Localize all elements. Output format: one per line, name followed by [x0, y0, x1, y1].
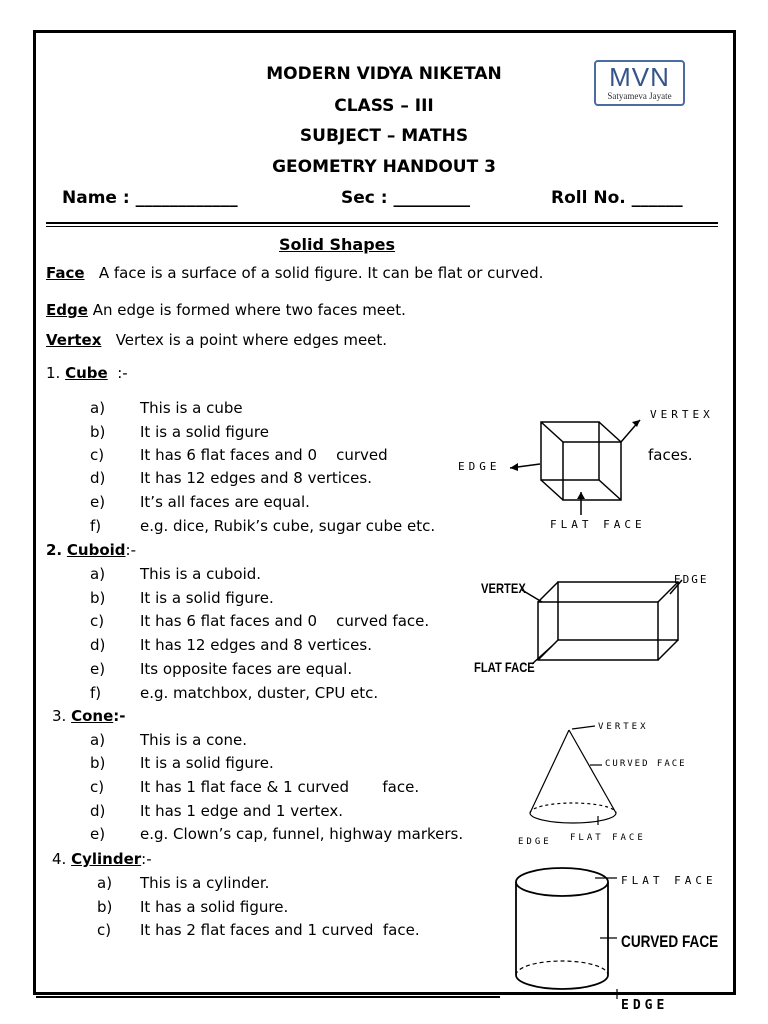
cylinder-base-back: [516, 961, 608, 975]
section-number: 2.: [46, 541, 63, 559]
handout-title: GEOMETRY HANDOUT 3: [272, 157, 496, 177]
cuboid-flat-face-label: FLAT FACE: [474, 659, 535, 675]
definition-term: Vertex: [46, 331, 102, 349]
list-marker: c): [97, 921, 112, 939]
list-marker: c): [90, 446, 105, 464]
list-marker: d): [90, 469, 106, 487]
section-heading-cuboid: [46, 541, 136, 559]
cube-edge-label: EDGE: [458, 460, 501, 473]
flat-face-arrow: [532, 646, 552, 664]
section-number: 3.: [52, 707, 67, 725]
section-name: Cuboid: [66, 541, 126, 559]
school-logo: [594, 60, 685, 106]
header-rule: [46, 222, 718, 224]
subject-label: SUBJECT – MATHS: [299, 126, 469, 146]
cube-flat-face-label: FLAT FACE: [550, 518, 646, 531]
vertex-arrow: [572, 726, 595, 729]
section-title: Solid Shapes: [279, 235, 396, 254]
cone-diagram: [520, 720, 640, 840]
list-marker: b): [90, 589, 106, 607]
cylinder-diagram: [505, 862, 635, 1002]
list-marker: a): [90, 731, 106, 749]
definition-text: A face is a surface of a solid figure. It can be flat or curved.: [98, 264, 544, 282]
section-suffix: :-: [107, 364, 128, 382]
list-marker: e): [90, 660, 106, 678]
list-marker: b): [90, 423, 106, 441]
section-heading-cone: [52, 707, 126, 725]
list-item: This is a cone.: [140, 731, 248, 749]
definition-text: An edge is formed where two faces meet.: [92, 301, 406, 319]
definition-edge: [46, 301, 406, 319]
cylinder-edge-label: EDGE: [621, 998, 669, 1013]
definition-text: Vertex is a point where edges meet.: [115, 331, 388, 349]
list-item: It’s all faces are equal.: [140, 493, 310, 511]
cone-edge-label: EDGE: [518, 837, 552, 847]
list-item: It has 12 edges and 8 vertices.: [140, 636, 372, 654]
list-item-continuation: faces.: [648, 446, 693, 464]
list-marker: b): [97, 898, 113, 916]
section-suffix: :-: [113, 707, 126, 725]
list-item: It has 6 flat faces and 0 curved: [140, 446, 388, 464]
cylinder-curved-face-label: CURVED FACE: [621, 932, 719, 951]
cuboid-back-face: [558, 582, 678, 640]
list-item: e.g. matchbox, duster, CPU etc.: [140, 684, 379, 702]
list-item: It has a solid figure.: [140, 898, 289, 916]
list-marker: d): [90, 802, 106, 820]
section-name: Cone: [71, 707, 114, 725]
list-marker: a): [90, 399, 106, 417]
cone-vertex-label: VERTEX: [598, 722, 649, 732]
list-item: e.g. dice, Rubik’s cube, sugar cube etc.: [140, 517, 436, 535]
cone-base-back: [530, 803, 616, 813]
definition-face: [46, 264, 543, 282]
page-border-shadow: [36, 996, 500, 998]
list-item: It has 1 flat face & 1 curved face.: [140, 778, 420, 796]
list-marker: b): [90, 754, 106, 772]
list-marker: f): [90, 517, 102, 535]
logo-mark: MVN: [609, 62, 670, 92]
definition-term: Edge: [46, 301, 88, 319]
section-suffix: :-: [125, 541, 136, 559]
list-item: This is a cuboid.: [140, 565, 262, 583]
list-marker: f): [90, 684, 102, 702]
section-name: Cube: [65, 364, 108, 382]
cylinder-flat-face-label: FLAT FACE: [621, 874, 717, 887]
section-heading-cube: [46, 364, 128, 382]
list-marker: c): [90, 778, 105, 796]
list-marker: a): [97, 874, 113, 892]
logo-tagline: Satyameva Jayate: [607, 91, 672, 101]
list-marker: c): [90, 612, 105, 630]
name-field: Name : ____________: [62, 188, 238, 208]
cylinder-top-face: [516, 868, 608, 896]
list-marker: e): [90, 493, 106, 511]
section-number: 1.: [46, 364, 61, 382]
list-item: It is a solid figure.: [140, 589, 274, 607]
cone-curved-face-label: CURVED FACE: [605, 759, 687, 769]
cube-vertex-label: VERTEX: [650, 408, 714, 421]
list-item: Its opposite faces are equal.: [140, 660, 353, 678]
list-item: It has 2 flat faces and 1 curved face.: [140, 921, 420, 939]
list-item: It is a solid figure.: [140, 754, 274, 772]
list-marker: a): [90, 565, 106, 583]
section-number: 4.: [52, 850, 67, 868]
school-name: MODERN VIDYA NIKETAN: [266, 64, 502, 84]
cone-base-front: [530, 813, 616, 823]
roll-number-field: Roll No. ______: [551, 188, 683, 208]
section-name: Cylinder: [71, 850, 142, 868]
list-item: This is a cylinder.: [140, 874, 270, 892]
header-rule-thin: [46, 226, 718, 227]
list-item: It has 1 edge and 1 vertex.: [140, 802, 343, 820]
cylinder-base-front: [516, 975, 608, 989]
list-marker: d): [90, 636, 106, 654]
definition-vertex: [46, 331, 387, 349]
list-item: This is a cube: [140, 399, 243, 417]
cuboid-vertex-label: VERTEX: [481, 580, 526, 596]
section-suffix: :-: [141, 850, 152, 868]
list-item: It has 12 edges and 8 vertices.: [140, 469, 372, 487]
list-marker: e): [90, 825, 106, 843]
definition-term: Face: [46, 264, 85, 282]
section-field: Sec : _________: [341, 188, 470, 208]
cuboid-edge-label: EDGE: [674, 573, 709, 586]
class-label: CLASS – III: [334, 96, 434, 116]
cone-flat-face-label: FLAT FACE: [570, 833, 646, 843]
section-heading-cylinder: [52, 850, 152, 868]
cuboid-front-face: [538, 602, 658, 660]
list-item: It has 6 flat faces and 0 curved face.: [140, 612, 430, 630]
list-item: e.g. Clown’s cap, funnel, highway markers.: [140, 825, 464, 843]
list-item: It is a solid figure: [140, 423, 269, 441]
